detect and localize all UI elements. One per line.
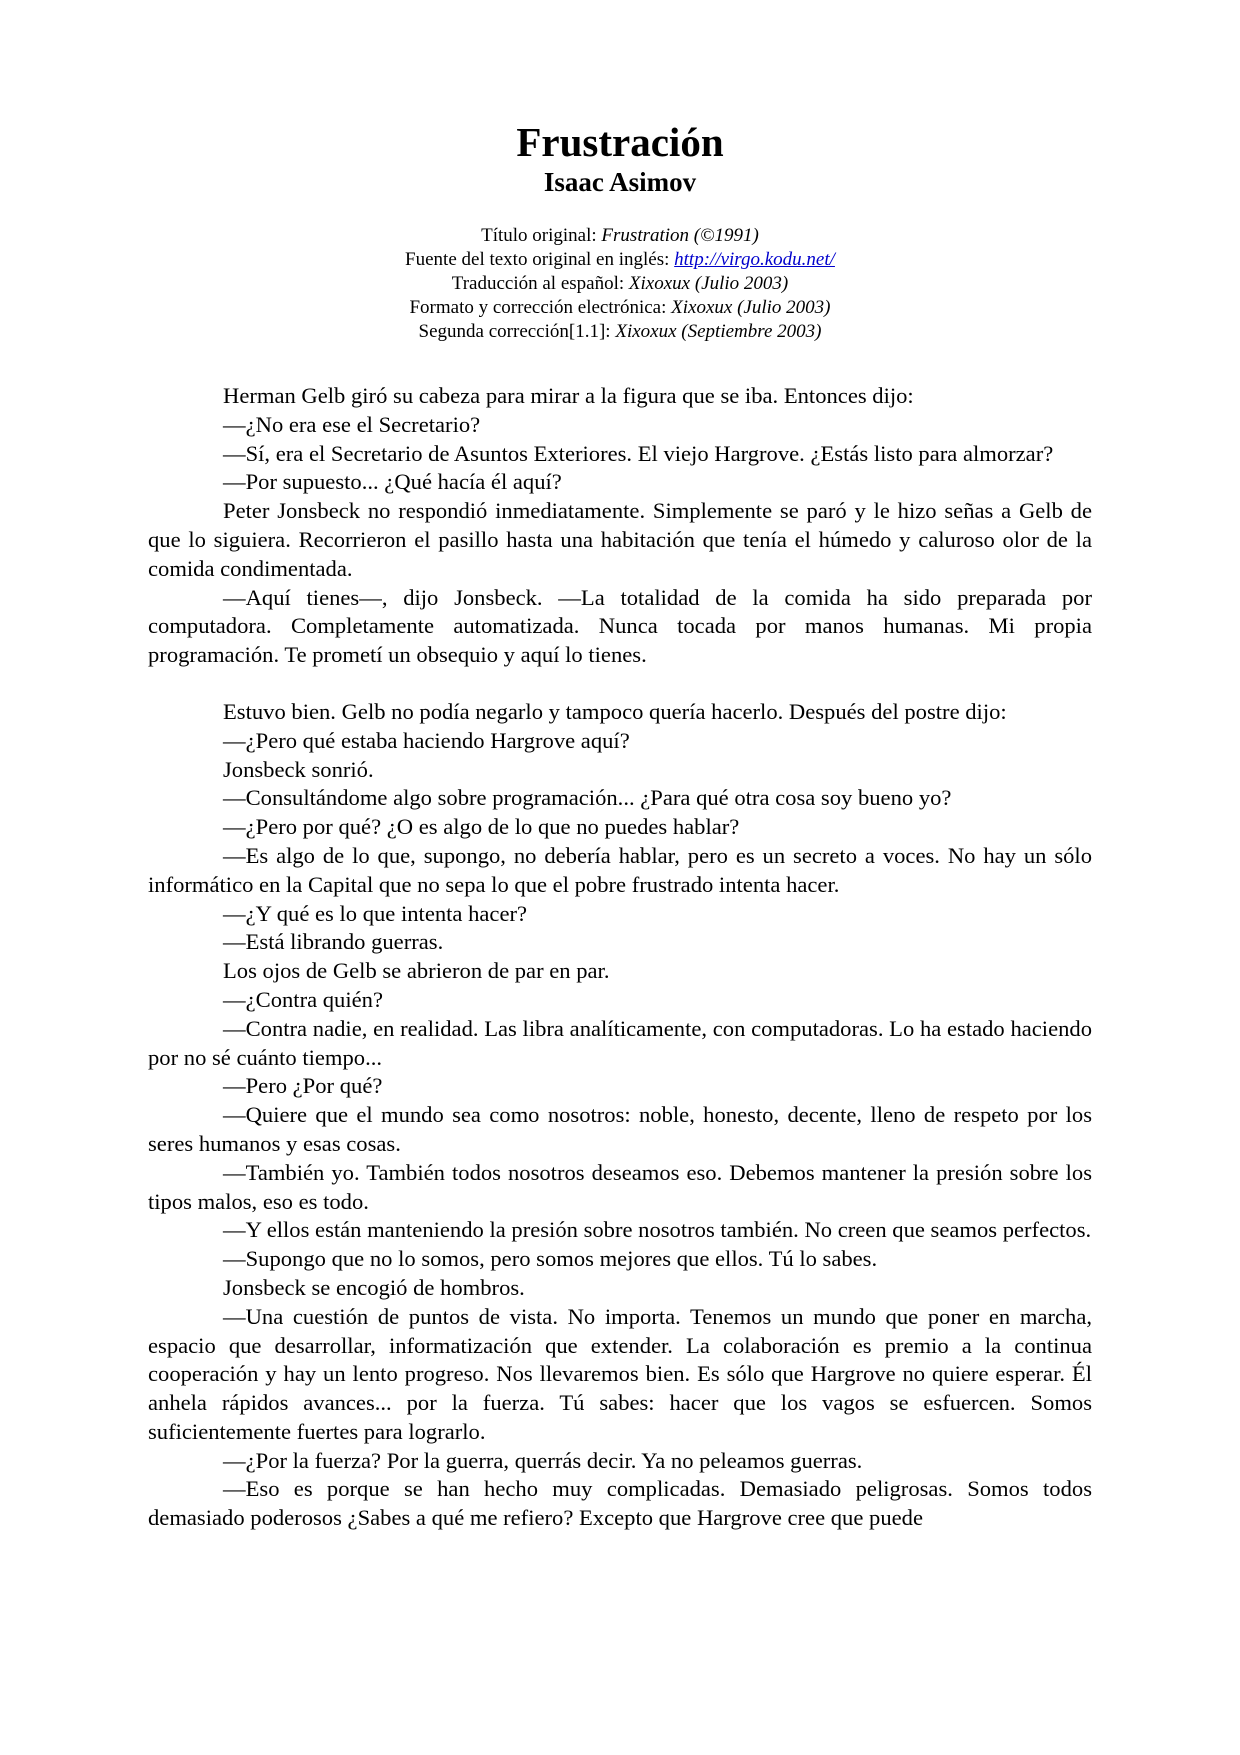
credit-second-correction [0,320,1240,344]
paragraph: —Eso es porque se han hecho muy complicadas. Demasiado peligrosas. Somos todos demasiado poderosos ¿Sabes a qué me refiero? Excepto que Hargrove cree que puede [148,1476,1092,1531]
paragraph: —Quiere que el mundo sea como nosotros: noble, honesto, decente, lleno de respeto por los seres humanos y esas cosas. [148,1102,1092,1156]
paragraph: —Contra nadie, en realidad. Las libra analíticamente, con computadoras. Lo ha estado haciendo por no sé cuánto tiempo... [148,1015,1092,1070]
credit-value: Xixoxux (Septiembre 2003) [615,321,822,342]
credit-original-title [0,224,1240,248]
document-author: Isaac Asimov [543,167,697,197]
paragraph: —¿Pero qué estaba haciendo Hargrove aquí? [223,727,630,753]
paragraph: —Supongo que no lo somos, pero somos mejores que ellos. Tú lo sabes. [223,1246,878,1272]
credit-value: Xixoxux (Julio 2003) [671,297,831,318]
credit-format [0,296,1240,320]
paragraph: —¿No era ese el Secretario? [223,411,481,437]
paragraph: Jonsbeck se encogió de hombros. [223,1274,525,1300]
credit-label: Segunda corrección[1.1]: [418,321,616,342]
credit-label: Formato y corrección electrónica: [409,297,672,318]
credit-label: Traducción al español: [451,273,629,294]
credit-translation [0,272,1240,296]
paragraph: —También yo. También todos nosotros deseamos eso. Debemos mantener la presión sobre los tipos malos, eso es todo. [148,1159,1092,1214]
paragraph: —Pero ¿Por qué? [223,1073,383,1099]
credits-block [0,224,1240,344]
paragraph: —Aquí tienes—, dijo Jonsbeck. —La totalidad de la comida ha sido preparada por computadora. Completamente automatizada. Nunca tocada por manos humanas. Mi propia programación. Te prometí un obsequio y aquí lo tienes. [148,584,1092,668]
paragraph: Jonsbeck sonrió. [223,756,374,782]
source-link[interactable]: http://virgo.kodu.net/ [674,249,835,270]
credit-label: Título original: [481,225,602,246]
paragraph: —Y ellos están manteniendo la presión sobre nosotros también. No creen que seamos perfectos. [223,1217,1092,1243]
paragraph: Los ojos de Gelb se abrieron de par en par. [223,958,610,984]
paragraph: —Consultándome algo sobre programación... ¿Para qué otra cosa soy bueno yo? [223,785,952,811]
paragraph: —¿Por la fuerza? Por la guerra, querrás decir. Ya no peleamos guerras. [223,1447,863,1473]
paragraph: —Una cuestión de puntos de vista. No importa. Tenemos un mundo que poner en marcha, espacio que desarrollar, informatización que extender. La colaboración es premio a la continua cooperación y hay un lento progreso. Nos llevaremos bien. Es sólo que Hargrove no quiere esperar. Él anhela rápidos avances... por la fuerza. Tú sabes: hacer que los vagos se esfuercen. Somos suficientemente fuertes para lograrlo. [148,1303,1092,1444]
credit-label: Fuente del texto original en inglés: [405,249,675,270]
paragraph: Estuvo bien. Gelb no podía negarlo y tampoco quería hacerlo. Después del postre dijo: [223,698,1007,724]
paragraph: —¿Y qué es lo que intenta hacer? [223,900,528,926]
paragraph: —Está librando guerras. [223,929,444,955]
paragraph: —Es algo de lo que, supongo, no debería hablar, pero es un secreto a voces. No hay un sólo informático en la Capital que no sepa lo que el pobre frustrado intenta hacer. [148,842,1092,897]
paragraph: —¿Pero por qué? ¿O es algo de lo que no puedes hablar? [223,814,740,840]
paragraph: —Sí, era el Secretario de Asuntos Exteriores. El viejo Hargrove. ¿Estás listo para almorzar? [223,440,1054,466]
paragraph: —Por supuesto... ¿Qué hacía él aquí? [223,469,562,495]
story-text [148,382,1092,1533]
credit-value: Xixoxux (Julio 2003) [628,273,789,294]
paragraph: Peter Jonsbeck no respondió inmediatamente. Simplemente se paró y le hizo señas a Gelb de que lo siguiera. Recorrieron el pasillo hasta una habitación que tenía el húmedo y caluroso olor de la comida condimentada. [148,498,1092,581]
credit-value: Frustration (©1991) [601,225,759,246]
paragraph: —¿Contra quién? [223,986,383,1012]
paragraph: Herman Gelb giró su cabeza para mirar a la figura que se iba. Entonces dijo: [223,383,914,408]
document-title: Frustración [516,119,724,165]
credit-source [0,248,1240,272]
